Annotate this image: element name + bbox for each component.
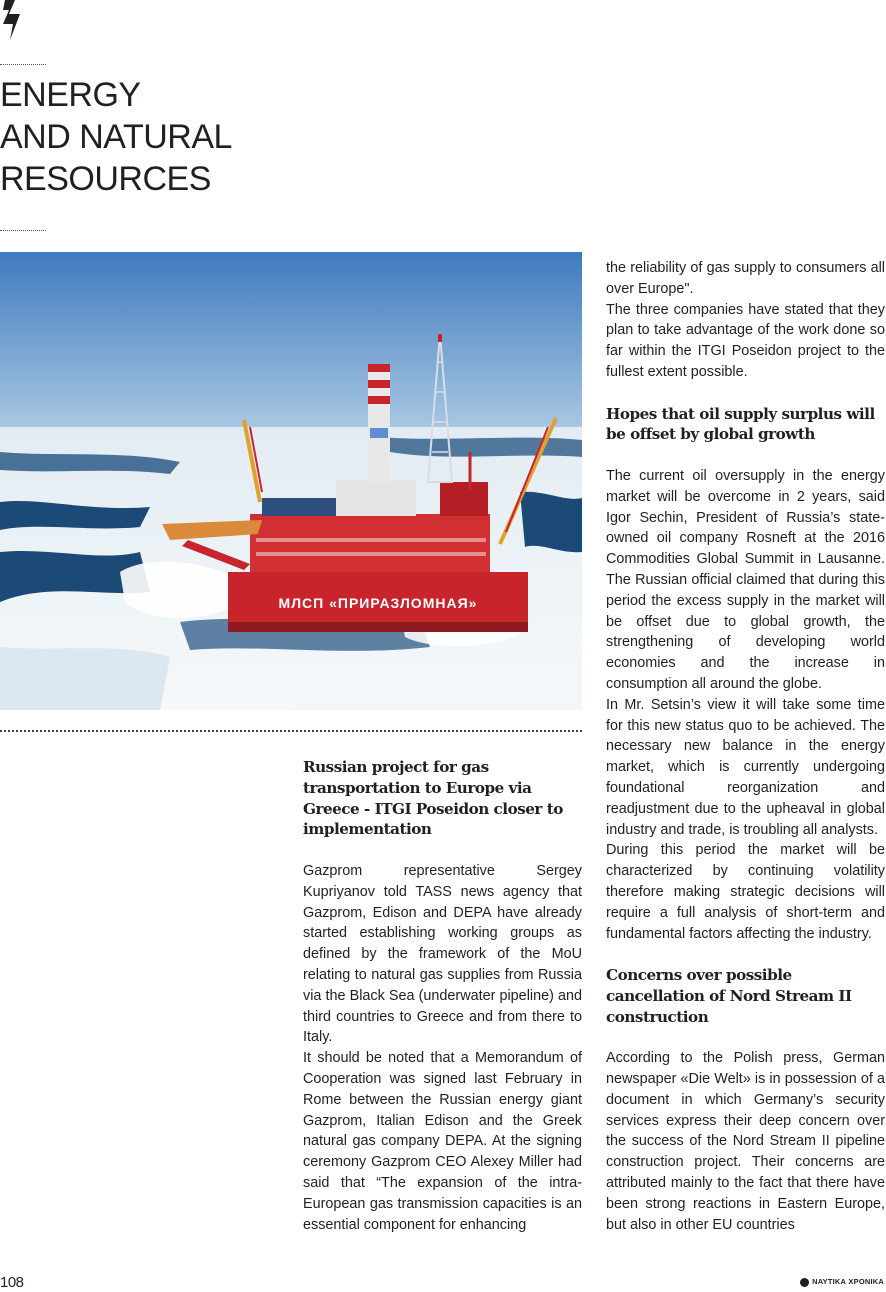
article-heading-nord-stream: Concerns over possible cancellation of Nord Stream II construction [606,966,852,1026]
continued-text: the reliability of gas supply to consumers all over Europe". [606,260,885,297]
section-title-line: AND NATURAL [0,118,232,156]
article-paragraph: The three companies have stated that they plan to take advantage of the work done so far within the ITGI Poseidon project to the fullest extent possible. [606,301,885,380]
publication-brand [800,1276,884,1288]
article-1-column [303,757,582,1235]
article-paragraph-continued: It should be noted that a Memorandum of Cooperation was signed last February in Rome between the Russian energy giant Gazprom, Italian Edison and the Greek natural gas company DEPA. At the signing ceremony Gazprom CEO Alexey Miller had said that “The expansion of the intra-European gas transmission capacities is an essential component for enhancing [303,1050,582,1233]
section-title-line: RESOURCES [0,160,211,198]
article-paragraph: Gazprom representative Sergey Kupriyanov told TASS news agency that Gazprom, Edison and DEPA have already started establishing working groups as defined by the framework of the MoU relating to natural gas supplies from Russia via the Black Sea (underwater pipeline) and third countries to Greece and from there to Italy. [303,862,582,1046]
section-title-line: ENERGY [0,76,141,114]
article-paragraph: According to the Polish press, German newspaper «Die Welt» is in possession of a document in which Germany’s security services express their deep concern over the success of the Nord Stream II pipeline construction project. Their concerns are attributed mainly to the fact that there have been strong reactions in Eastern Europe, but also in other EU countries [606,1050,885,1233]
hull-lettering: МЛСП «ПРИРАЗЛОМНАЯ» [278,595,478,611]
article-paragraph-continuation [606,258,885,300]
section-title [0,74,232,200]
article-heading-gas-project: Russian project for gas transportation to Europe via Greece - ITGI Poseidon closer to implementation [303,758,563,839]
magazine-logo-icon [0,0,26,42]
offshore-platform-photo [0,252,582,710]
article-heading-oil-supply: Hopes that oil supply surplus will be offset by global growth [606,404,875,444]
article-paragraph: In Mr. Setsin’s view it will take some time for this new status quo to be achieved. The necessary new balance in the energy market, which is currently undergoing foundational reorganization and readjustment due to the upheaval in global industry and trade, is troubling all analysts. [606,696,885,838]
title-divider-bottom [0,230,46,231]
brand-logo-icon [800,1278,809,1287]
article-paragraph: The current oil oversupply in the energy market will be overcome in 2 years, said Igor Sechin, President of Russia’s state-owned oil company Rosneft at the 2016 Commodities Global Summit in Lausanne. The Russian official claimed that during this period the excess supply in the market will be offset due to global growth, the strengthening of developing world economies and the increase in consumption all around the globe. [606,467,885,692]
article-paragraph: During this period the market will be characterized by continuing volatility therefore making strategic decisions will require a full analysis of short-term and fundamental factors affecting the industry. [606,842,885,942]
brand-name: ΝΑΥΤΙΚΑ ΧΡΟΝΙΚΑ [812,1277,884,1286]
page-number: 108 [0,1274,24,1291]
photo-divider [0,730,582,732]
right-column [606,258,885,1235]
title-divider-top [0,64,46,65]
